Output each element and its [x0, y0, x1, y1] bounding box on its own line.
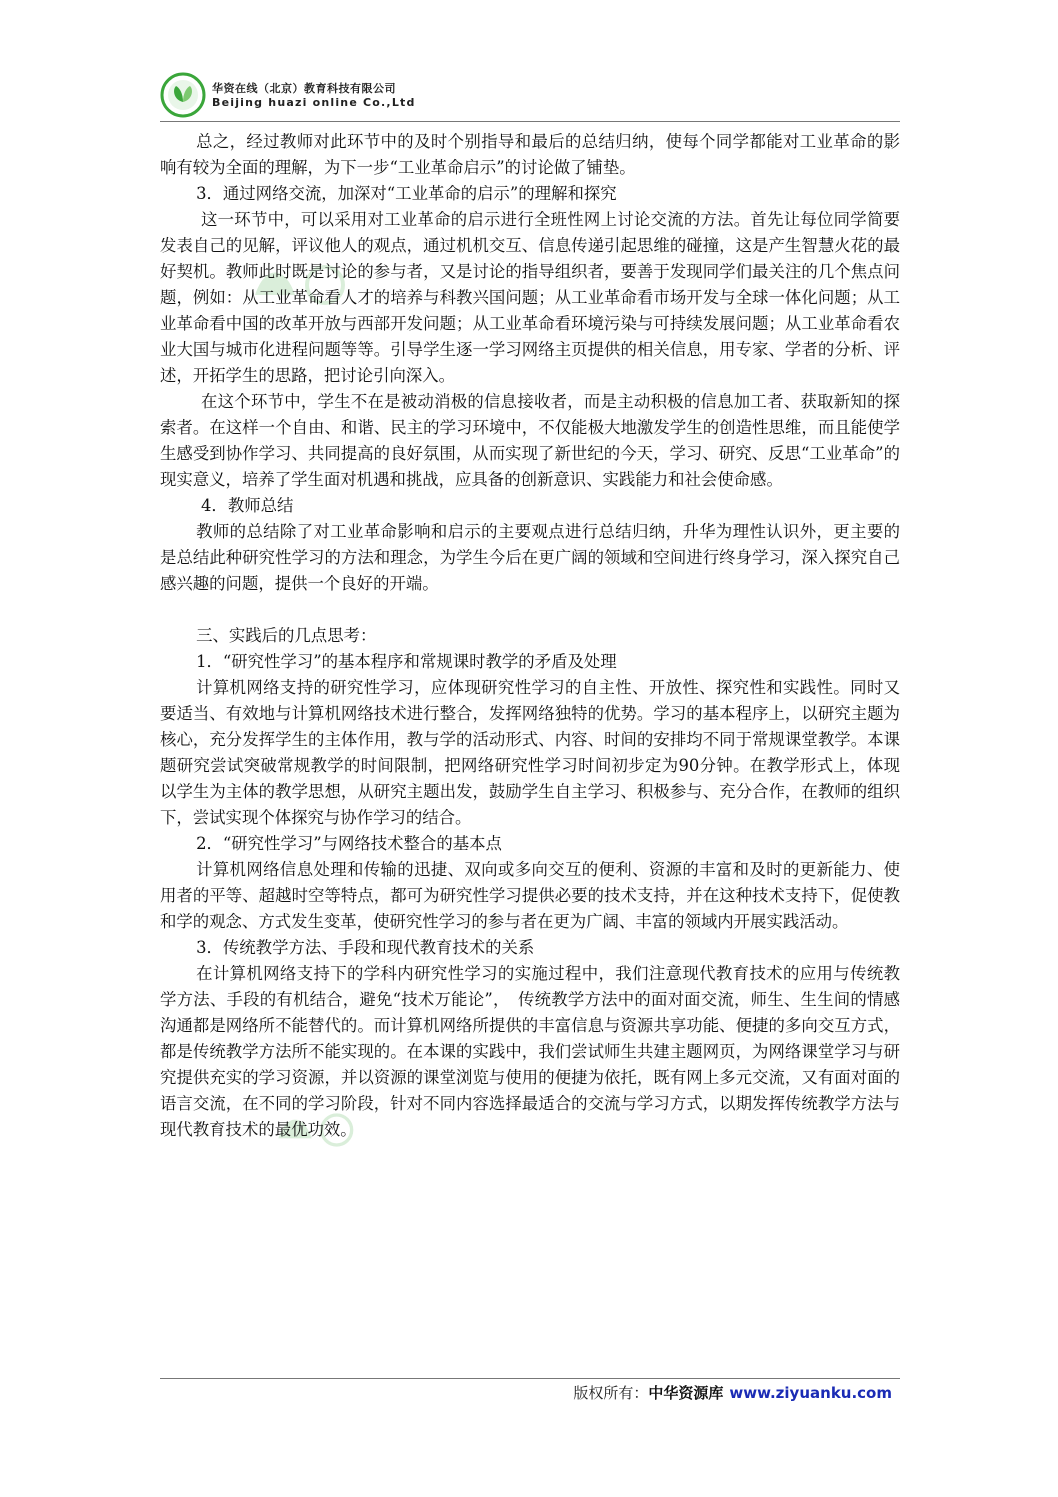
paragraph: 教师的总结除了对工业革命影响和启示的主要观点进行总结归纳，升华为理性认识外，更主要的是总结此种研究性学习的方法和理念，为学生今后在更广阔的领域和空间进行终身学习，深入探究自己感兴趣的问题，提供一个良好的开端。	[160, 522, 900, 593]
section-heading: 1．“研究性学习”的基本程序和常规课时教学的矛盾及处理	[196, 652, 617, 671]
section-heading: 4．教师总结	[201, 496, 294, 515]
section-heading: 3．传统教学方法、手段和现代教育技术的关系	[196, 938, 535, 957]
footer-divider	[160, 1378, 900, 1379]
site-name: 中华资源库	[648, 1384, 724, 1402]
company-logo	[160, 72, 206, 118]
section-heading: 3．通过网络交流，加深对“工业革命的启示”的理解和探究	[196, 184, 617, 203]
spacer	[160, 597, 900, 623]
company-name-en: Beijing huazi online Co.,Ltd	[212, 96, 416, 109]
company-name-cn: 华资在线（北京）教育科技有限公司	[212, 82, 396, 95]
header-divider	[160, 121, 900, 122]
copyright-label: 版权所有：	[573, 1384, 649, 1402]
document-body	[160, 129, 900, 1143]
paragraph: 总之，经过教师对此环节中的及时个别指导和最后的总结归纳，使每个同学都能对工业革命的影响有较为全面的理解，为下一步“工业革命启示”的讨论做了铺垫。	[160, 132, 900, 177]
section-heading: 2．“研究性学习”与网络技术整合的基本点	[196, 834, 502, 853]
paragraph: 计算机网络支持的研究性学习，应体现研究性学习的自主性、开放性、探究性和实践性。同时又要适当、有效地与计算机网络技术进行整合，发挥网络独特的优势。学习的基本程序上，以研究主题为核心，充分发挥学生的主体作用，教与学的活动形式、内容、时间的安排均不同于常规课堂教学。本课题研究尝试突破常规教学的时间限制，把网络研究性学习时间初步定为90分钟。在教学形式上，体现以学生为主体的教学思想，从研究主题出发，鼓励学生自主学习、积极参与、充分合作，在教师的组织下，尝试实现个体探究与协作学习的结合。	[160, 678, 900, 827]
paragraph: 这一环节中，可以采用对工业革命的启示进行全班性网上讨论交流的方法。首先让每位同学简要发表自己的见解，评议他人的观点，通过机机交互、信息传递引起思维的碰撞，这是产生智慧火花的最好契机。教师此时既是讨论的参与者，又是讨论的指导组织者，要善于发现同学们最关注的几个焦点问题，例如：从工业革命看人才的培养与科教兴国问题；从工业革命看市场开发与全球一体化问题；从工业革命看中国的改革开放与西部开发问题；从工业革命看环境污染与可持续发展问题；从工业革命看农业大国与城市化进程问题等等。引导学生逐一学习网络主页提供的相关信息，用专家、学者的分析、评述，开拓学生的思路，把讨论引向深入。	[160, 210, 900, 385]
paragraph: 在这个环节中，学生不在是被动消极的信息接收者，而是主动积极的信息加工者、获取新知的探索者。在这样一个自由、和谐、民主的学习环境中，不仅能极大地激发学生的创造性思维，而且能使学生感受到协作学习、共同提高的良好氛围，从而实现了新世纪的今天，学习、研究、反思“工业革命”的现实意义，培养了学生面对机遇和挑战，应具备的创新意识、实践能力和社会使命感。	[160, 392, 900, 489]
site-url-link[interactable]: www.ziyuanku.com	[729, 1384, 892, 1402]
section-heading: 三、实践后的几点思考：	[196, 626, 377, 645]
paragraph: 计算机网络信息处理和传输的迅捷、双向或多向交互的便利、资源的丰富和及时的更新能力、使用者的平等、超越时空等特点，都可为研究性学习提供必要的技术支持，并在这种技术支持下，促使教和学的观念、方式发生变革，使研究性学习的参与者在更为广阔、丰富的领域内开展实践活动。	[160, 860, 900, 931]
paragraph: 在计算机网络支持下的学科内研究性学习的实施过程中，我们注意现代教育技术的应用与传统教学方法、手段的有机结合，避免“技术万能论”， 传统教学方法中的面对面交流，师生、生生间的情感沟通都是网络所不能替代的。而计算机网络所提供的丰富信息与资源共享功能、便捷的多向交互方式，都是传统教学方法所不能实现的。在本课的实践中，我们尝试师生共建主题网页，为网络课堂学习与研究提供充实的学习资源，并以资源的课堂浏览与使用的便捷为依托，既有网上多元交流，又有面对面的语言交流，在不同的学习阶段，针对不同内容选择最适合的交流与学习方式，以期发挥传统教学方法与现代教育技术的最优功效。	[160, 964, 900, 1139]
page-footer	[573, 1382, 892, 1403]
